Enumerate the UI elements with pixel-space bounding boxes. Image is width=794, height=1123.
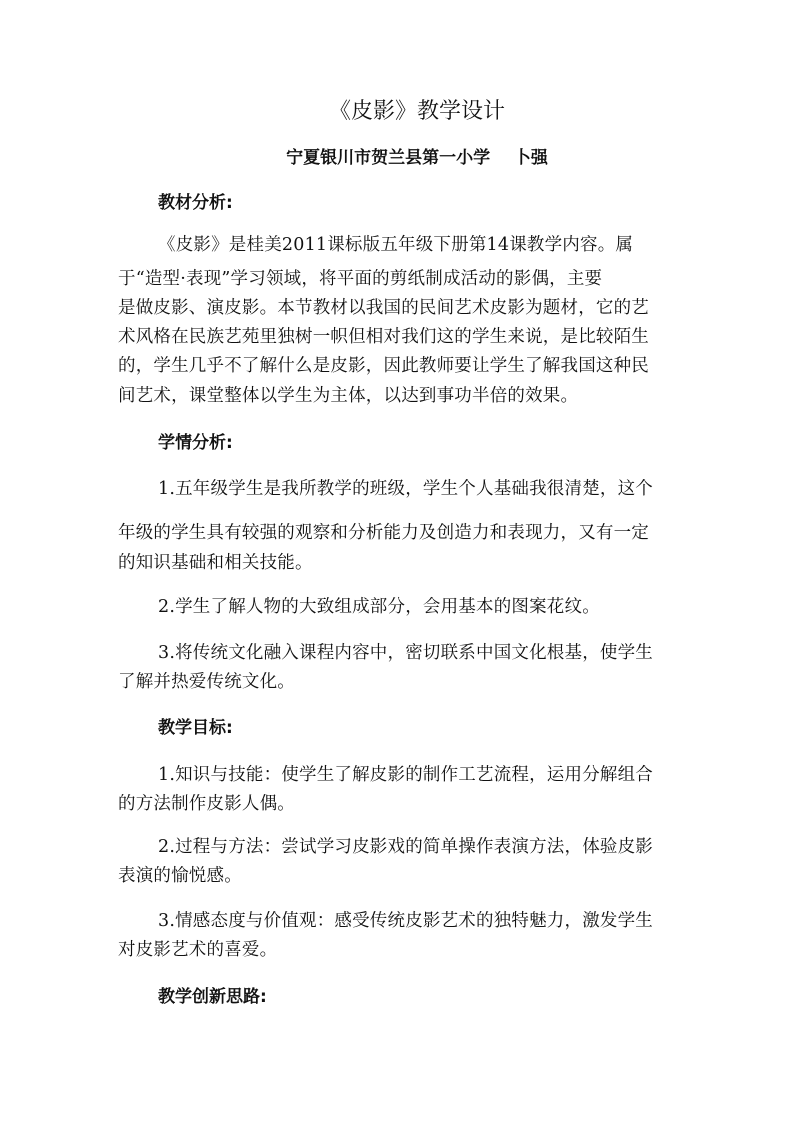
document-title: 《皮影》教学设计 bbox=[328, 99, 505, 124]
list-item-line: 2.过程与方法：尝试学习皮影戏的简单操作表演方法，体验皮影 bbox=[158, 837, 653, 857]
list-item-line: 2.学生了解人物的大致组成部分，会用基本的图案花纹。 bbox=[158, 597, 600, 617]
paragraph-line: 的，学生几乎不了解什么是皮影，因此教师要让学生了解我国这种民 bbox=[118, 356, 649, 376]
list-item-line: 年级的学生具有较强的观察和分析能力及创造力和表现力，又有一定 bbox=[118, 523, 649, 543]
paragraph-line: 术风格在民族艺苑里独树一帜但相对我们这的学生来说，是比较陌生 bbox=[118, 327, 649, 347]
paragraph-line: 于“造型·表现”学习领域，将平面的剪纸制成活动的影偶，主要 bbox=[118, 269, 603, 289]
author-line: 宁夏银川市贺兰县第一小学 卜强 bbox=[286, 148, 548, 168]
list-item-line: 1.五年级学生是我所教学的班级，学生个人基础我很清楚，这个 bbox=[158, 479, 653, 499]
list-item-line: 1.知识与技能：使学生了解皮影的制作工艺流程，运用分解组合 bbox=[158, 765, 653, 785]
paragraph-line: 是做皮影、演皮影。本节教材以我国的民间艺术皮影为题材，它的艺 bbox=[118, 298, 649, 318]
list-item-line: 了解并热爱传统文化。 bbox=[118, 672, 295, 692]
list-item-line: 对皮影艺术的喜爱。 bbox=[118, 940, 278, 960]
section-heading-student-analysis: 学情分析: bbox=[158, 433, 233, 453]
section-heading-innovation: 教学创新思路: bbox=[158, 987, 267, 1007]
list-item-line: 3.情感态度与价值观：感受传统皮影艺术的独特魅力，激发学生 bbox=[158, 911, 653, 931]
section-heading-teaching-goals: 教学目标: bbox=[158, 718, 233, 738]
list-item-line: 的知识基础和相关技能。 bbox=[118, 553, 313, 573]
list-item-line: 3.将传统文化融入课程内容中，密切联系中国文化根基，使学生 bbox=[158, 643, 653, 663]
list-item-line: 的方法制作皮影人偶。 bbox=[118, 794, 295, 814]
section-heading-textbook-analysis: 教材分析: bbox=[158, 193, 233, 213]
paragraph-line: 间艺术，课堂整体以学生为主体，以达到事功半倍的效果。 bbox=[118, 386, 579, 406]
list-item-line: 表演的愉悦感。 bbox=[118, 866, 242, 886]
paragraph-line: 《皮影》是桂美2011课标版五年级下册第14课教学内容。属 bbox=[158, 235, 634, 255]
